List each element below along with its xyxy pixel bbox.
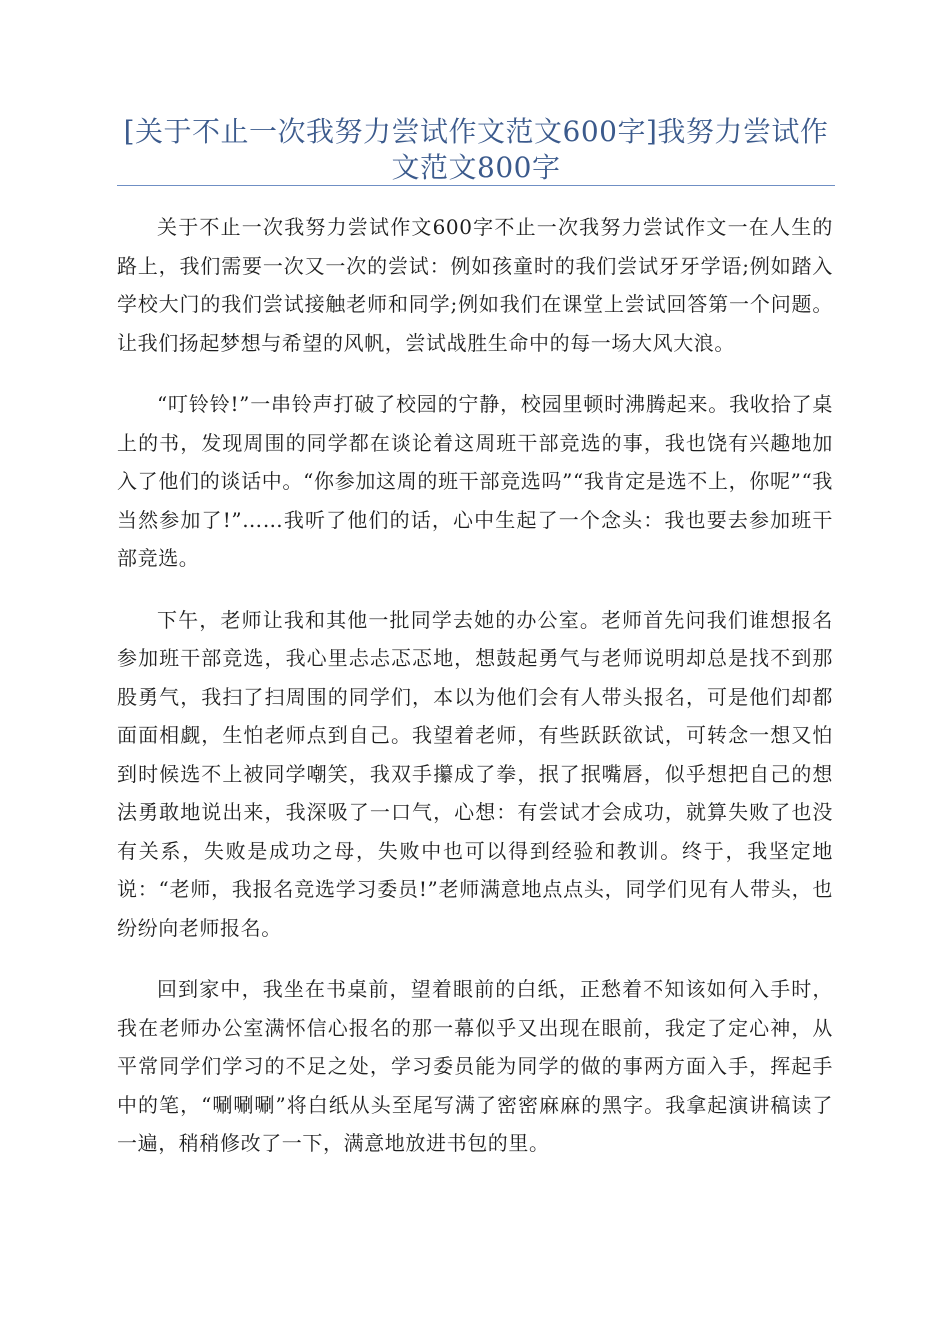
paragraph-1: 关于不止一次我努力尝试作文600字不止一次我努力尝试作文一在人生的路上，我们需要一次又一次的尝试：例如孩童时的我们尝试牙牙学语;例如踏入学校大门的我们尝试接触老师和同学;例如我们在课堂上尝试回答第一个问题。让我们扬起梦想与希望的风帆，尝试战胜生命中的每一场大风大浪。 bbox=[117, 215, 833, 355]
paragraph-2: “叮铃铃!”一串铃声打破了校园的宁静，校园里顿时沸腾起来。我收拾了桌上的书，发现周围的同学都在谈论着这周班干部竞选的事，我也饶有兴趣地加入了他们的谈话中。“你参加这周的班干部竞选吗”“我肯定是选不上，你呢”“我当然参加了!”……我听了他们的话，心中生起了一个念头：我也要去参加班干部竞选。 bbox=[117, 392, 833, 570]
paragraph-4: 回到家中，我坐在书桌前，望着眼前的白纸，正愁着不知该如何入手时，我在老师办公室满怀信心报名的那一幕似乎又出现在眼前，我定了定心神，从平常同学们学习的不足之处，学习委员能为同学的做的事两方面入手，挥起手中的笔，“唰唰唰”将白纸从头至尾写满了密密麻麻的黑字。我拿起演讲稿读了一遍，稍稍修改了一下，满意地放进书包的里。 bbox=[117, 977, 833, 1155]
title-underline bbox=[117, 185, 835, 186]
paragraph-3: 下午，老师让我和其他一批同学去她的办公室。老师首先问我们谁想报名参加班干部竞选，我心里忐忐忑忑地，想鼓起勇气与老师说明却总是找不到那股勇气，我扫了扫周围的同学们，本以为他们会有人带头报名，可是他们却都面面相觑，生怕老师点到自己。我望着老师，有些跃跃欲试，可转念一想又怕到时候选不上被同学嘲笑，我双手攥成了拳，抿了抿嘴唇，似乎想把自己的想法勇敢地说出来，我深吸了一口气，心想：有尝试才会成功，就算失败了也没有关系，失败是成功之母，失败中也可以得到经验和教训。终于，我坚定地说：“老师，我报名竞选学习委员!”老师满意地点点头，同学们见有人带头，也纷纷向老师报名。 bbox=[117, 607, 833, 940]
page-title: [关于不止一次我努力尝试作文范文600字]我努力尝试作文范文800字 bbox=[123, 115, 829, 184]
title-block bbox=[117, 114, 835, 186]
article-body bbox=[117, 208, 833, 1186]
